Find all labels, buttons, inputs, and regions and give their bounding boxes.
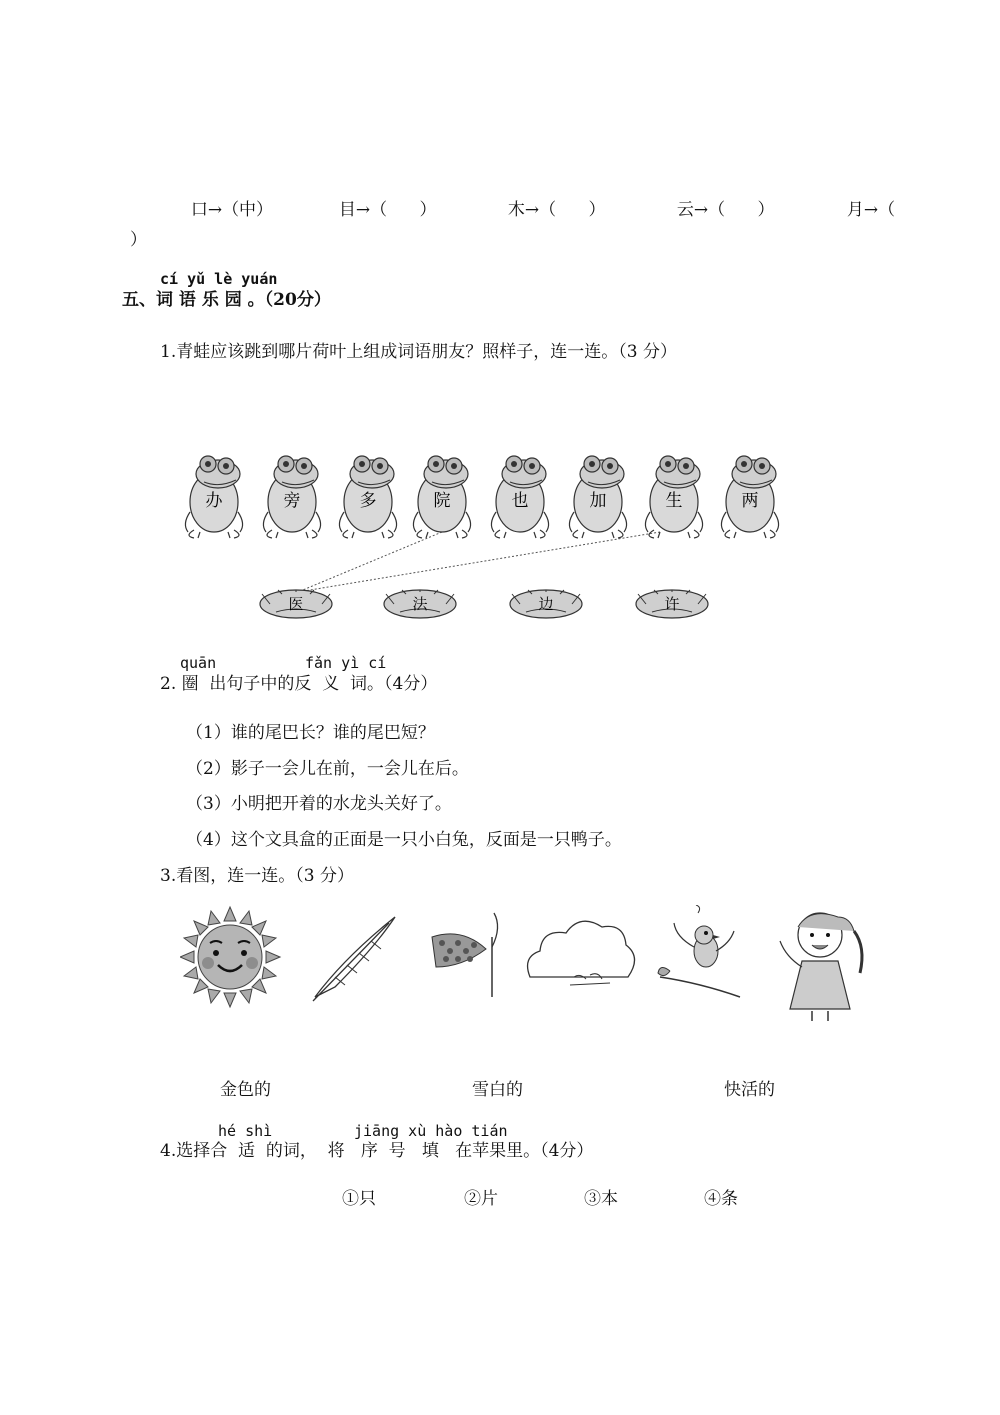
sun-icon[interactable]: [180, 907, 280, 1007]
top-row-item-4: 云→（ ）: [676, 200, 775, 220]
top-row-item-1: 口→（中）: [190, 200, 274, 220]
question-3-text: 3.看图，连一连。（3 分）: [160, 866, 354, 886]
q4-option-2: ②片: [464, 1189, 498, 1209]
frog-leaf-diagram: [170, 440, 810, 650]
frog-char-6: 加: [589, 491, 607, 511]
q2-pinyin-quan: quān: [180, 654, 217, 672]
leaf-char-3: 边: [538, 595, 554, 613]
leaf-char-2: 法: [412, 595, 428, 613]
q3-label-1[interactable]: 金色的: [220, 1080, 271, 1100]
girl-icon[interactable]: [780, 913, 862, 1021]
frog-char-1: 办: [205, 491, 223, 511]
q2-item-1: （1）谁的尾巴长？谁的尾巴短？: [186, 723, 435, 743]
section-pinyin: cí yǔ lè yuán: [160, 270, 278, 288]
bird-icon[interactable]: [658, 905, 740, 997]
picture-row: [180, 905, 900, 1025]
top-row-item-2: 目→（ ）: [338, 200, 437, 220]
frog-char-4: 院: [433, 491, 451, 511]
question-4-text: 4.选择合 适 的词， 将 序 号 填 在苹果里。（4分）: [160, 1141, 594, 1161]
q2-pinyin-fanyici: fǎn yì cí: [305, 654, 387, 672]
q2-item-4: （4）这个文具盒的正面是一只小白兔，反面是一只鸭子。: [186, 830, 622, 850]
q2-item-2: （2）影子一会儿在前，一会儿在后。: [186, 759, 469, 779]
feather-icon[interactable]: [313, 917, 395, 1001]
top-row-item-3: 木→（ ）: [507, 200, 606, 220]
frog-char-5: 也: [511, 491, 529, 511]
top-row-wrap: ）: [130, 230, 147, 250]
rice-icon[interactable]: [432, 913, 498, 997]
q4-option-3: ③本: [584, 1189, 618, 1209]
q4-pinyin-rest: jiāng xù hào tián: [354, 1122, 508, 1140]
leaf-char-1: 医: [288, 595, 304, 613]
frog-char-8: 两: [741, 491, 759, 511]
q2-item-3: （3）小明把开着的水龙头关好了。: [186, 794, 452, 814]
q4-option-1: ①只: [342, 1189, 376, 1209]
cloud-icon[interactable]: [528, 921, 635, 985]
q3-label-3[interactable]: 快活的: [724, 1080, 775, 1100]
top-row-item-5: 月→（: [846, 200, 896, 220]
frog-char-7: 生: [665, 491, 683, 511]
question-1-text: 1.青蛙应该跳到哪片荷叶上组成词语朋友？照样子，连一连。（3 分）: [160, 342, 677, 362]
frog-char-2: 旁: [283, 491, 301, 511]
leaf-char-4: 许: [664, 595, 680, 613]
q4-option-4: ④条: [704, 1189, 738, 1209]
q4-pinyin-heshi: hé shì: [218, 1122, 273, 1140]
question-2-text: 2. 圈 出句子中的反 义 词。（4分）: [160, 674, 438, 694]
section-title: 五、词 语 乐 园 。（20分）: [122, 290, 331, 310]
frog-char-3: 多: [359, 491, 377, 511]
q3-label-2[interactable]: 雪白的: [472, 1080, 523, 1100]
